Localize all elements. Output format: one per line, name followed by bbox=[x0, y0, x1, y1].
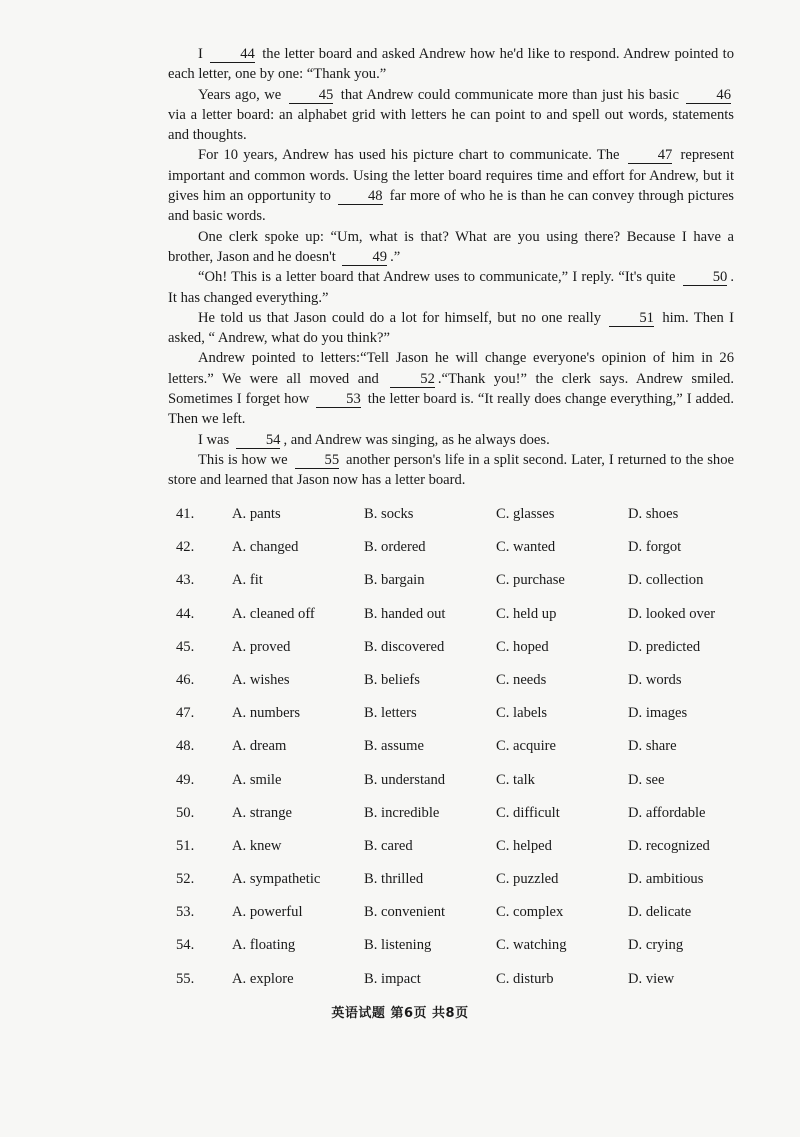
passage-text: .” bbox=[390, 248, 401, 265]
option-c: C. helped bbox=[496, 837, 552, 854]
blank-number: 47 bbox=[628, 148, 673, 164]
option-b: B. ordered bbox=[364, 539, 426, 556]
passage-text: the letter board is. “It really does change everything,” I added. Then we left. bbox=[168, 391, 735, 428]
question-number: 55. bbox=[176, 970, 195, 987]
option-a: A. explore bbox=[232, 970, 294, 987]
blank-number: 49 bbox=[342, 250, 387, 266]
option-c: C. held up bbox=[496, 605, 557, 622]
question-row bbox=[176, 500, 736, 533]
passage-paragraph bbox=[168, 227, 734, 268]
question-number: 48. bbox=[176, 738, 195, 755]
question-number: 53. bbox=[176, 904, 195, 921]
option-b: B. convenient bbox=[364, 904, 446, 921]
option-b: B. beliefs bbox=[364, 671, 420, 688]
option-c: C. disturb bbox=[496, 970, 554, 987]
option-c: C. talk bbox=[496, 771, 535, 788]
option-a: A. wishes bbox=[232, 671, 290, 688]
option-b: B. socks bbox=[364, 506, 414, 522]
option-b: B. discovered bbox=[364, 638, 445, 655]
question-row bbox=[176, 799, 736, 832]
option-d: D. shoes bbox=[628, 506, 679, 522]
question-number: 51. bbox=[176, 837, 195, 854]
option-c: C. hoped bbox=[496, 638, 549, 655]
option-b: B. assume bbox=[364, 738, 424, 755]
option-a: A. powerful bbox=[232, 904, 303, 921]
option-a: A. cleaned off bbox=[232, 605, 315, 622]
option-c: C. needs bbox=[496, 671, 547, 688]
option-d: D. collection bbox=[628, 572, 704, 589]
passage-text: One clerk spoke up: “Um, what is that? What are you using there? Because I have a brother, Jason and he doesn't bbox=[168, 228, 734, 265]
passage-text: For 10 years, Andrew has used his picture chart to communicate. The bbox=[198, 147, 625, 164]
option-b: B. handed out bbox=[364, 605, 446, 622]
option-c: C. watching bbox=[496, 937, 567, 954]
option-d: D. delicate bbox=[628, 904, 692, 921]
option-a: A. numbers bbox=[232, 705, 301, 722]
option-b: B. letters bbox=[364, 705, 417, 722]
blank-number: 53 bbox=[316, 392, 361, 408]
option-c: C. labels bbox=[496, 705, 548, 722]
option-d: D. view bbox=[628, 970, 675, 987]
option-d: D. recognized bbox=[628, 837, 710, 854]
passage-text: He told us that Jason could do a lot for himself, but no one really bbox=[198, 309, 607, 326]
passage-paragraph bbox=[168, 308, 734, 349]
passage-text: another person's life in a split second. Later, I returned to the shoe store and learned that Jason now has a letter board. bbox=[168, 451, 734, 489]
passage-text: “Oh! This is a letter board that Andrew uses to communicate,” I reply. “It's quite bbox=[198, 269, 680, 286]
option-d: D. images bbox=[628, 705, 688, 722]
blank-number: 55 bbox=[295, 453, 340, 469]
option-d: D. see bbox=[628, 771, 665, 788]
option-d: D. looked over bbox=[628, 605, 716, 622]
blank-number: 51 bbox=[609, 311, 654, 327]
question-row bbox=[176, 566, 736, 599]
question-row bbox=[176, 732, 736, 765]
reading-passage bbox=[168, 44, 734, 491]
blank-number: 52 bbox=[390, 372, 435, 388]
question-row bbox=[176, 832, 736, 865]
option-a: A. changed bbox=[232, 539, 299, 556]
option-d: D. share bbox=[628, 738, 677, 755]
option-d: D. words bbox=[628, 671, 682, 688]
answer-options-list bbox=[176, 500, 736, 998]
option-d: D. ambitious bbox=[628, 871, 704, 888]
question-row bbox=[176, 931, 736, 964]
option-d: D. crying bbox=[628, 937, 684, 954]
passage-text: . It has changed everything.” bbox=[168, 269, 734, 306]
blank-number: 50 bbox=[683, 270, 728, 286]
question-number: 50. bbox=[176, 804, 195, 821]
passage-text: that Andrew could communicate more than just his basic bbox=[336, 86, 684, 103]
option-b: B. listening bbox=[364, 937, 432, 954]
passage-text: him. Then I asked, “ Andrew, what do you think?” bbox=[168, 309, 734, 347]
question-number: 49. bbox=[176, 771, 195, 788]
passage-text: , and Andrew was singing, as he always does. bbox=[283, 431, 550, 448]
passage-paragraph bbox=[168, 267, 734, 308]
page-footer: 英语试题 第6页 共8页 bbox=[331, 1006, 469, 1021]
question-number: 42. bbox=[176, 539, 195, 556]
passage-text: This is how we bbox=[198, 451, 292, 468]
passage-paragraph bbox=[168, 430, 734, 450]
question-row bbox=[176, 766, 736, 799]
option-c: C. purchase bbox=[496, 572, 565, 589]
passage-text: .“Thank you!” the clerk says. Andrew smiled. Sometimes I forget how bbox=[168, 370, 734, 408]
question-number: 47. bbox=[176, 705, 195, 722]
question-row bbox=[176, 633, 736, 666]
passage-text: represent important and common words. Using the letter board requires time and effort for Andrew, but it gives him an opportunity to bbox=[168, 147, 734, 205]
question-row bbox=[176, 865, 736, 898]
option-d: D. predicted bbox=[628, 638, 701, 655]
option-b: B. impact bbox=[364, 970, 421, 987]
question-number: 44. bbox=[176, 605, 195, 622]
option-d: D. affordable bbox=[628, 804, 706, 821]
question-row bbox=[176, 600, 736, 633]
passage-paragraph bbox=[168, 450, 734, 491]
passage-paragraph bbox=[168, 85, 734, 146]
question-row bbox=[176, 666, 736, 699]
option-a: A. proved bbox=[232, 638, 291, 655]
passage-text: Years ago, we bbox=[198, 86, 286, 103]
question-row bbox=[176, 533, 736, 566]
option-a: A. strange bbox=[232, 804, 292, 821]
option-c: C. wanted bbox=[496, 539, 556, 556]
blank-number: 48 bbox=[338, 189, 383, 205]
question-number: 54. bbox=[176, 937, 195, 954]
passage-text: I bbox=[198, 46, 208, 62]
passage-paragraph bbox=[168, 145, 734, 226]
option-a: A. sympathetic bbox=[232, 871, 321, 888]
passage-text: the letter board and asked Andrew how he'd like to respond. Andrew pointed to each letter, one by one: “Thank you.” bbox=[168, 46, 734, 83]
question-number: 52. bbox=[176, 871, 195, 888]
option-a: A. fit bbox=[232, 572, 263, 589]
option-b: B. bargain bbox=[364, 572, 425, 589]
passage-paragraph bbox=[168, 44, 734, 85]
passage-text: far more of who he is than he can convey through pictures and basic words. bbox=[168, 188, 734, 225]
passage-paragraph bbox=[168, 348, 734, 429]
question-row bbox=[176, 965, 736, 998]
passage-text: I was bbox=[198, 431, 233, 448]
passage-text: via a letter board: an alphabet grid with letters he can point to and spell out words, statements and thoughts. bbox=[168, 106, 734, 144]
option-d: D. forgot bbox=[628, 539, 682, 556]
question-number: 41. bbox=[176, 506, 195, 522]
question-row bbox=[176, 699, 736, 732]
option-c: C. glasses bbox=[496, 506, 555, 522]
option-a: A. dream bbox=[232, 738, 287, 755]
option-a: A. smile bbox=[232, 771, 282, 788]
option-a: A. floating bbox=[232, 937, 296, 954]
question-number: 43. bbox=[176, 572, 195, 589]
blank-number: 44 bbox=[210, 47, 255, 63]
option-b: B. thrilled bbox=[364, 871, 424, 888]
blank-number: 54 bbox=[236, 433, 281, 449]
option-c: C. puzzled bbox=[496, 871, 559, 888]
option-c: C. complex bbox=[496, 904, 564, 921]
option-a: A. pants bbox=[232, 506, 281, 522]
blank-number: 46 bbox=[686, 88, 731, 104]
question-number: 45. bbox=[176, 638, 195, 655]
option-b: B. cared bbox=[364, 837, 413, 854]
question-number: 46. bbox=[176, 671, 195, 688]
option-c: C. acquire bbox=[496, 738, 556, 755]
blank-number: 45 bbox=[289, 88, 334, 104]
option-b: B. incredible bbox=[364, 804, 440, 821]
question-row bbox=[176, 898, 736, 931]
option-a: A. knew bbox=[232, 837, 282, 854]
passage-text: Andrew pointed to letters:“Tell Jason he will change everyone's opinion of him in 26 letters.” We were all moved and bbox=[168, 350, 734, 387]
option-b: B. understand bbox=[364, 771, 446, 788]
option-c: C. difficult bbox=[496, 804, 560, 821]
